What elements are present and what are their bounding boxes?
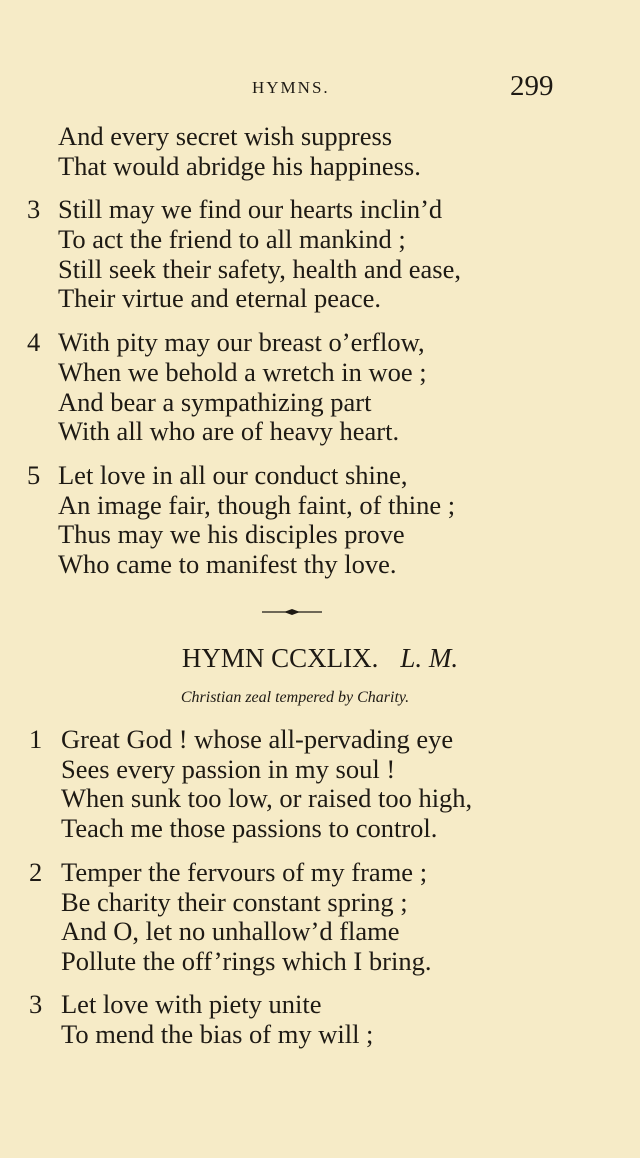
stanza-number: 2 — [29, 857, 43, 887]
verse-line: Thus may we his disciples prove — [58, 519, 405, 549]
running-title: HYMNS. — [252, 78, 330, 97]
verse-line: Let love with piety unite — [61, 989, 322, 1019]
verse-line: When we behold a wretch in woe ; — [58, 357, 427, 387]
verse-line: To mend the bias of my will ; — [61, 1019, 374, 1049]
verse-line: To act the friend to all mankind ; — [58, 224, 406, 254]
verse-line: When sunk too low, or raised too high, — [61, 783, 473, 813]
verse-line: Still seek their safety, health and ease, — [58, 254, 461, 284]
verse-line: Temper the fervours of my frame ; — [61, 857, 428, 887]
stanza-number: 3 — [29, 989, 43, 1019]
verse-line: Be charity their constant spring ; — [61, 887, 408, 917]
page-number: 299 — [510, 70, 554, 102]
hymn-meter: L. M. — [400, 643, 459, 673]
verse-line: Let love in all our conduct shine, — [58, 460, 408, 490]
running-head — [0, 72, 640, 102]
verse-line: And O, let no unhallow’d flame — [61, 916, 400, 946]
hymn-title: HYMN CCXLIX. — [181, 643, 379, 673]
verse-line: Sees every passion in my soul ! — [61, 754, 396, 784]
stanza-number: 5 — [27, 460, 41, 490]
verse-line: That would abridge his happiness. — [58, 151, 421, 181]
verse-line: Great God ! whose all-pervading eye — [61, 724, 454, 754]
verse-line: Teach me those passions to control. — [61, 813, 438, 843]
verse-line: Their virtue and eternal peace. — [58, 283, 381, 313]
verse-line: Still may we find our hearts inclin’d — [58, 194, 443, 224]
verse-line: And every secret wish suppress — [58, 121, 393, 151]
hymn-heading — [0, 645, 640, 672]
verse-line: And bear a sympathizing part — [58, 387, 372, 417]
hymn-subtitle: Christian zeal tempered by Charity. — [180, 689, 410, 706]
stanza-number: 3 — [27, 194, 41, 224]
verse-line: An image fair, though faint, of thine ; — [58, 490, 456, 520]
verse-line: With pity may our breast o’erflow, — [58, 327, 425, 357]
stanza-number: 4 — [27, 327, 41, 357]
ornamental-divider-icon — [262, 608, 322, 616]
stanza-number: 1 — [29, 724, 43, 754]
verse-line: Who came to manifest thy love. — [58, 549, 397, 579]
verse-line: Pollute the off’rings which I bring. — [61, 946, 432, 976]
verse-line: With all who are of heavy heart. — [58, 416, 400, 446]
